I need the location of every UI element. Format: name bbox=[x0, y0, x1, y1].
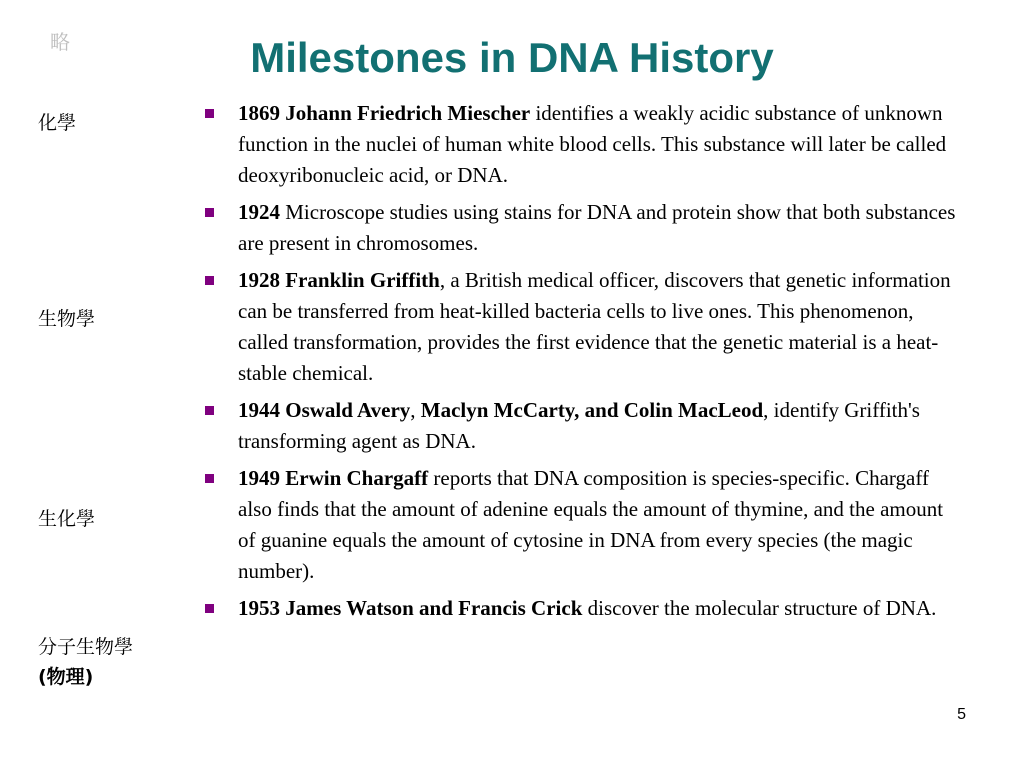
milestone-text: Microscope studies using stains for DNA and protein show that both substances are present in chromosomes. bbox=[238, 200, 956, 255]
milestone-text: reports that DNA composition is species-specific. Chargaff also finds that the amount of adenine equals the amount of thymine, and the amount of guanine equals the amount of cytosine in DNA from every species (the magic number). bbox=[238, 466, 944, 583]
milestone-highlight: 1869 Johann Friedrich Miescher bbox=[238, 101, 531, 125]
milestone-text: , identify Griffith's transforming agent as DNA. bbox=[238, 398, 920, 453]
square-bullet-icon bbox=[205, 208, 214, 217]
milestone-highlight: Maclyn McCarty, and Colin MacLeod bbox=[420, 398, 764, 422]
square-bullet-icon bbox=[205, 276, 214, 285]
side-label-molecular-biology bbox=[38, 632, 133, 692]
square-bullet-icon bbox=[205, 109, 214, 118]
milestone-highlight: 1949 Erwin Chargaff bbox=[238, 466, 429, 490]
side-label-text: 化學 bbox=[38, 112, 77, 134]
milestone-item bbox=[200, 463, 960, 587]
side-label-text: 生物學 bbox=[38, 308, 96, 330]
square-bullet-icon bbox=[205, 474, 214, 483]
milestone-text: , bbox=[410, 398, 421, 422]
milestone-list bbox=[200, 98, 960, 630]
milestone-highlight: 1924 bbox=[238, 200, 280, 224]
milestone-highlight: 1944 Oswald Avery bbox=[238, 398, 411, 422]
milestone-text: , a British medical officer, discovers that genetic information can be transferred from heat-killed bacteria cells to live ones. This phenomenon, called transformation, provides the first evidence that the genetic material is a heat-stable chemical. bbox=[238, 268, 951, 385]
side-label-biology bbox=[38, 304, 95, 334]
milestone-highlight: 1928 Franklin Griffith bbox=[238, 268, 440, 292]
milestone-item bbox=[200, 593, 960, 624]
slide-title: Milestones in DNA History bbox=[250, 34, 774, 81]
side-label-chemistry bbox=[38, 108, 76, 138]
milestone-item bbox=[200, 265, 960, 389]
milestone-item bbox=[200, 197, 960, 259]
milestone-item bbox=[200, 395, 960, 457]
side-label-text: 生化學 bbox=[38, 508, 96, 530]
milestone-text: discover the molecular structure of DNA. bbox=[582, 596, 937, 620]
side-label-text: 分子生物學 bbox=[38, 636, 134, 658]
corner-mark: 略 bbox=[50, 30, 70, 54]
side-label-subtext: (物理) bbox=[38, 666, 94, 688]
milestone-text: identifies a weakly acidic substance of unknown function in the nuclei of human white blood cells. This substance will later be called deoxyribonucleic acid, or DNA. bbox=[238, 101, 947, 187]
milestone-item bbox=[200, 98, 960, 191]
milestone-highlight: 1953 James Watson and Francis Crick bbox=[238, 596, 583, 620]
page-number: 5 bbox=[957, 706, 966, 723]
square-bullet-icon bbox=[205, 406, 214, 415]
side-label-biochemistry bbox=[38, 504, 95, 534]
square-bullet-icon bbox=[205, 604, 214, 613]
